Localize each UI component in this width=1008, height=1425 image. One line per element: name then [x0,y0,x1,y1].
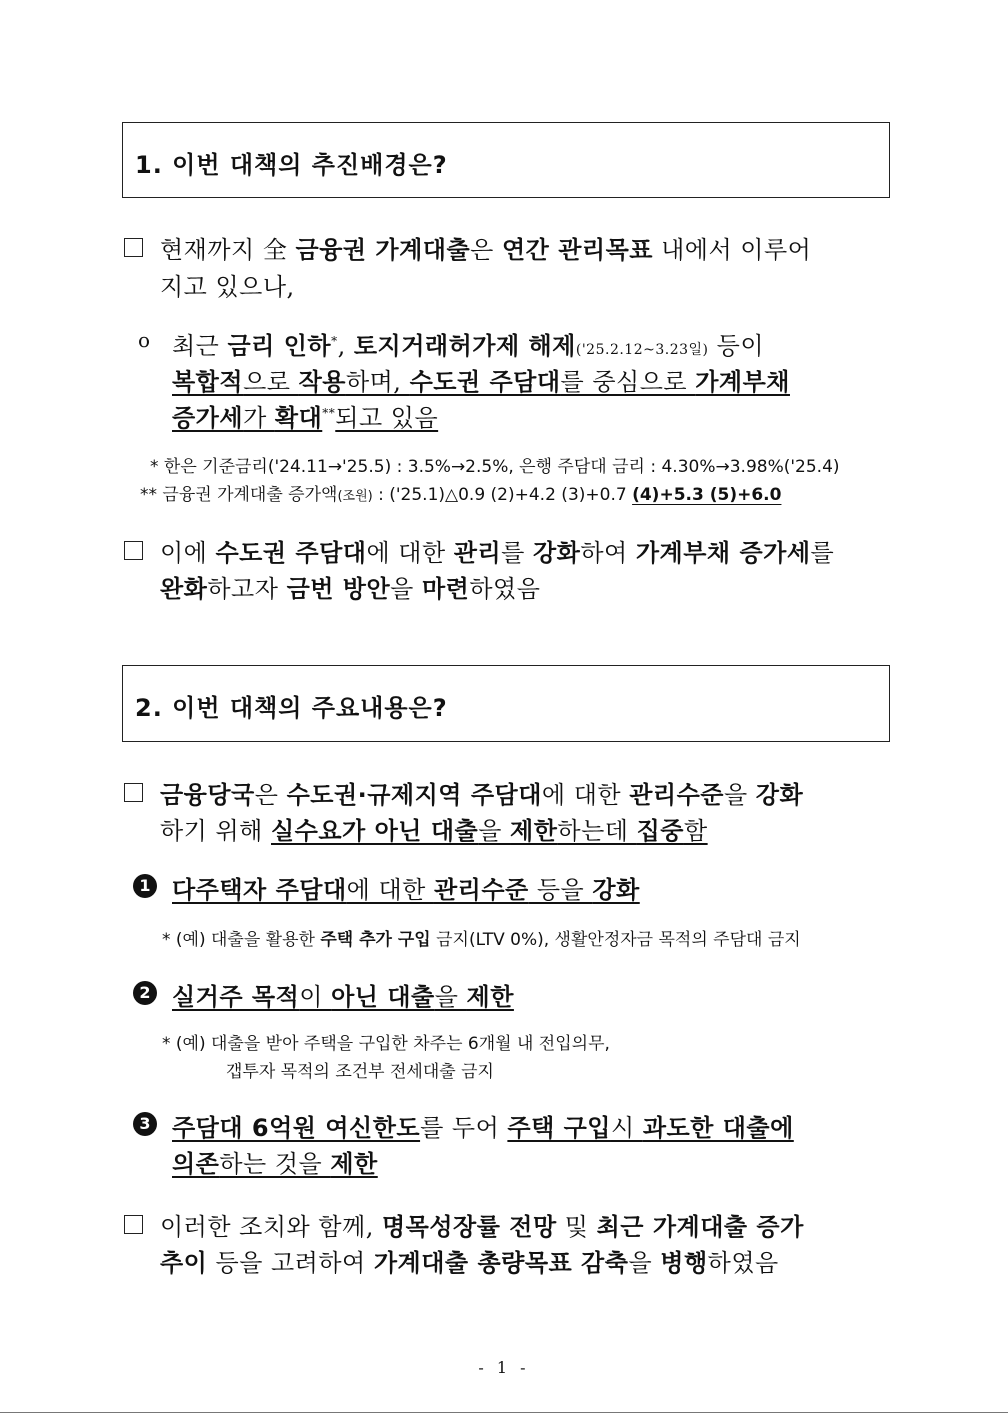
s1-p3-line1 [160,533,834,568]
text-run: 수도권 주담대 [215,539,367,567]
text-run: 이 [299,983,332,1011]
text-run: 를 두어 [420,1114,508,1142]
text-run: 내에서 이루어 [652,236,812,264]
text-run: 수도권·규제지역 주담대 [286,781,542,809]
section1-title: 1. 이번 대책의 추진배경은? [135,151,448,179]
text-run: 강화 [755,781,804,809]
page-number: - 1 - [478,1358,530,1377]
text-run: 최근 [172,332,228,360]
text-run [287,236,295,264]
s2-p1-line1 [160,775,803,810]
text-run: 현재까지 [160,236,263,264]
text-run: 으로 [243,368,299,396]
s2-p2-line1 [160,1207,804,1242]
text-run: 금융당국 [160,781,255,809]
text-run: 제한 [330,1150,378,1178]
s2-p2-line2 [160,1243,779,1278]
item1-line1 [172,870,640,905]
text-run: * (예) 대출을 활용한 [162,930,321,950]
text-run: 마련 [421,575,470,603]
text-run: 가 [243,404,275,432]
text-run: 하고자 [207,575,287,603]
checkbox-icon [124,541,143,560]
s1-note2 [140,480,781,505]
number-3-icon: 3 [133,1112,157,1136]
section2-title: 2. 이번 대책의 주요내용은? [135,694,448,722]
note2-label: ** 금융권 가계대출 증가액 [140,485,338,505]
number-2-icon: 2 [133,981,157,1005]
text-run: 하는데 [557,817,637,845]
text-run: 을 [628,1249,661,1277]
s1-p3-line2 [160,569,540,604]
text-run: 실수요가 아닌 대출 [271,817,479,845]
text-run: 가계부채 증가세 [635,539,811,567]
bullet-icon: o [138,328,151,352]
text-run: 全 [262,236,288,264]
s1-p2-line3 [172,398,438,433]
text-run: 을 [723,781,756,809]
text-run: 하며, [345,368,410,396]
s2-p1-line2 [160,811,708,846]
section2-header-box [122,665,890,742]
text-run: 등을 [528,876,593,904]
text-run: 를 [810,539,835,567]
text-run: 관리수준 [629,781,724,809]
item3-line2 [172,1144,378,1179]
s1-p2-line2 [172,362,790,397]
text-run: 은 [470,236,502,264]
text-run: 추이 [160,1249,208,1277]
text-run: 을 [478,817,511,845]
text-run: 가계대출 총량목표 감축 [373,1249,629,1277]
text-run: 주담대 6억원 여신한도 [172,1114,421,1142]
text-run: 실거주 목적 [172,983,300,1011]
text-run: 금융권 가계대출 [295,236,471,264]
text-run: 하기 위해 [160,817,271,845]
text-run: 은 [254,781,287,809]
checkbox-icon [124,1215,143,1234]
text-run: 관리 [453,539,502,567]
text-run: 수도권 주담대 [409,368,561,396]
text-run: 제한 [510,817,558,845]
text-run: 작용 [298,368,346,396]
text-run: 하여 [580,539,636,567]
text-run: 하였음 [707,1249,779,1277]
checkbox-icon [124,238,143,257]
text-run: 강화 [592,876,640,904]
text-run: 명목성장률 전망 [382,1213,557,1241]
text-run: 최근 가계대출 증가 [596,1213,804,1241]
text-run: 이에 [160,539,216,567]
text-run: 주택 구입 [507,1114,611,1142]
text-run: 되고 있음 [335,404,439,432]
page-bottom-divider [0,1412,1008,1413]
text-run: 시 [610,1114,643,1142]
text-run: 가계부채 [695,368,790,396]
text-run: 제한 [466,983,514,1011]
text-run: 를 [501,539,533,567]
text-run: 함 [683,817,708,845]
s1-note1: * 한은 기준금리('24.11→'25.5) : 3.5%→2.5%, 은행 주담대 금리 : 4.30%→3.98%('25.4) [150,457,840,477]
text-run: 복합적 [172,368,244,396]
s1-p1-line1 [160,230,811,265]
text-run: 주택 추가 구입 [320,930,431,950]
note2-values: : ('25.1)△0.9 (2)+4.2 (3)+0.7 [372,485,633,505]
text-run: 의존 [172,1150,220,1178]
text-run: 및 [556,1213,597,1241]
s1-p1-line2: 지고 있으나, [160,273,295,301]
text-run: 연간 관리목표 [502,236,653,264]
item2-line1 [172,977,514,1012]
text-run: 하는 것을 [219,1150,331,1178]
text-run: 등이 [708,332,765,360]
text-run: ('25.2.12~3.23일) [575,342,709,358]
text-run: 증가세 [172,404,244,432]
item3-line1 [172,1108,794,1143]
note2-values-highlight: (4)+5.3 (5)+6.0 [632,485,782,505]
checkbox-icon [124,783,143,802]
text-run: 금번 방안 [286,575,391,603]
text-run: 를 중심으로 [560,368,696,396]
text-run: 을 [434,983,467,1011]
text-run: ** [322,406,336,420]
text-run: 에 대한 [346,876,434,904]
text-run: 하였음 [469,575,541,603]
item1-note [162,925,801,950]
item2-note2: 갭투자 목적의 조건부 전세대출 금지 [226,1062,494,1082]
s1-p2-line1 [172,326,764,361]
text-run: 다주택자 주담대 [172,876,347,904]
text-run: 집중 [636,817,684,845]
text-run: 토지거래허가제 해제 [353,332,576,360]
text-run: 관리수준 [433,876,529,904]
note2-unit: (조원) [337,489,373,504]
text-run: * [331,334,338,348]
item2-note1: * (예) 대출을 받아 주택을 구입한 차주는 6개월 내 전입의무, [162,1034,610,1054]
text-run: 과도한 대출에 [642,1114,794,1142]
text-run: , [337,332,354,360]
text-run: 병행 [660,1249,708,1277]
text-run: 금지(LTV 0%), 생활안정자금 목적의 주담대 금지 [430,930,801,950]
text-run: 에 대한 [541,781,630,809]
text-run: 강화 [532,539,581,567]
text-run: 등을 고려하여 [207,1249,374,1277]
text-run: 완화 [160,575,208,603]
text-run: 이러한 조치와 함께, [160,1213,382,1241]
text-run: 확대 [274,404,323,432]
text-run: 아닌 대출 [331,983,435,1011]
text-run: 을 [390,575,422,603]
text-run: 에 대한 [366,539,454,567]
text-run: 금리 인하 [227,332,332,360]
section1-header-box [122,122,890,198]
number-1-icon: 1 [133,874,157,898]
